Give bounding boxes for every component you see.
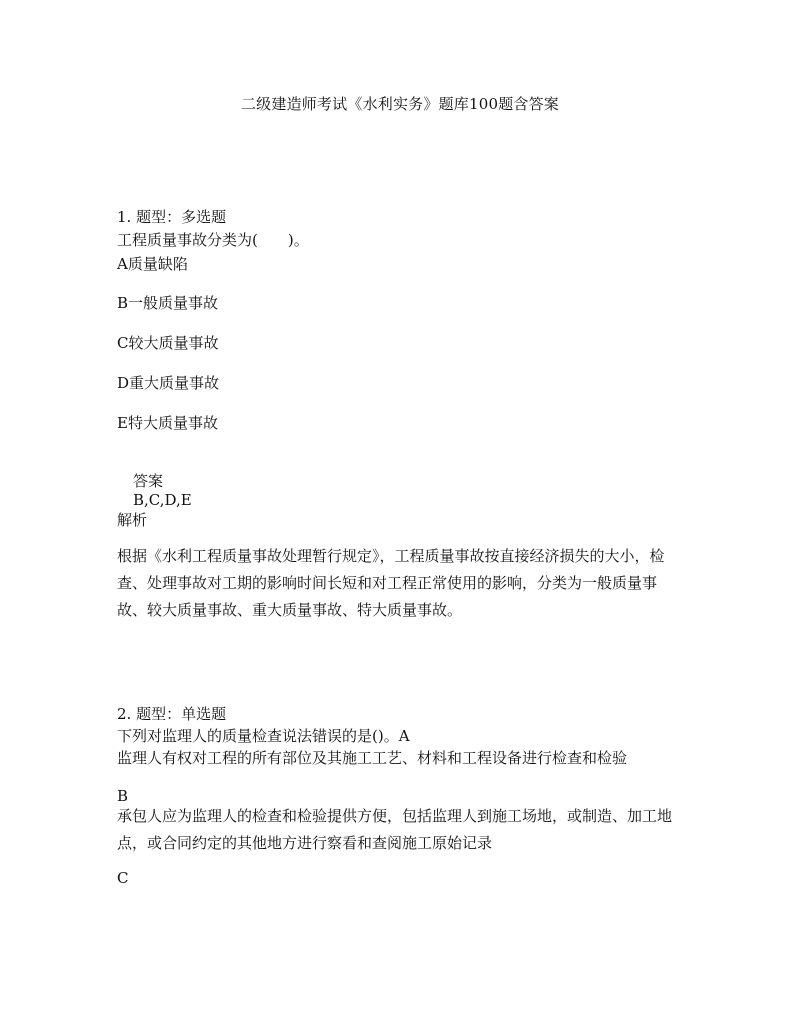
q2-option-a-text: 监理人有权对工程的所有部位及其施工工艺、材料和工程设备进行检查和检验 — [117, 749, 628, 767]
q1-option-b: B一般质量事故 — [117, 294, 219, 312]
q2-option-b-label: B — [117, 787, 129, 805]
q1-option-e: E特大质量事故 — [117, 414, 218, 432]
q1-analysis-line-3: 故、较大质量事故、重大质量事故、特大质量事故。 — [117, 601, 463, 619]
q1-analysis-label: 解析 — [117, 511, 148, 529]
q2-option-b-line-2: 点，或合同约定的其他地方进行察看和查阅施工原始记录 — [117, 834, 493, 852]
q2-type-line: 2. 题型：单选题 — [117, 705, 227, 723]
document-title: 二级建造师考试《水利实务》题库100题含答案 — [240, 95, 560, 113]
q1-analysis-line-2: 查、处理事故对工期的影响时间长短和对工程正常使用的影响，分类为一般质量事 — [117, 574, 658, 592]
q2-stem: 下列对监理人的质量检查说法错误的是()。A — [117, 727, 410, 745]
q1-type-line: 1. 题型：多选题 — [117, 208, 227, 226]
q1-option-d: D重大质量事故 — [117, 374, 220, 392]
q1-option-a: A质量缺陷 — [117, 255, 188, 273]
q1-answer-label: 答案 — [133, 472, 164, 490]
q2-option-b-line-1: 承包人应为监理人的检查和检验提供方便，包括监理人到施工场地，或制造、加工地 — [117, 807, 673, 825]
q1-answer: B,C,D,E — [133, 491, 192, 509]
q1-analysis-text — [117, 543, 689, 624]
q1-option-c: C较大质量事故 — [117, 334, 219, 352]
q2-option-c-label: C — [117, 869, 129, 887]
q1-stem: 工程质量事故分类为( )。 — [117, 231, 309, 249]
q2-option-b-text — [117, 803, 689, 857]
q1-analysis-line-1: 根据《水利工程质量事故处理暂行规定》，工程质量事故按直接经济损失的大小，检 — [117, 547, 665, 565]
